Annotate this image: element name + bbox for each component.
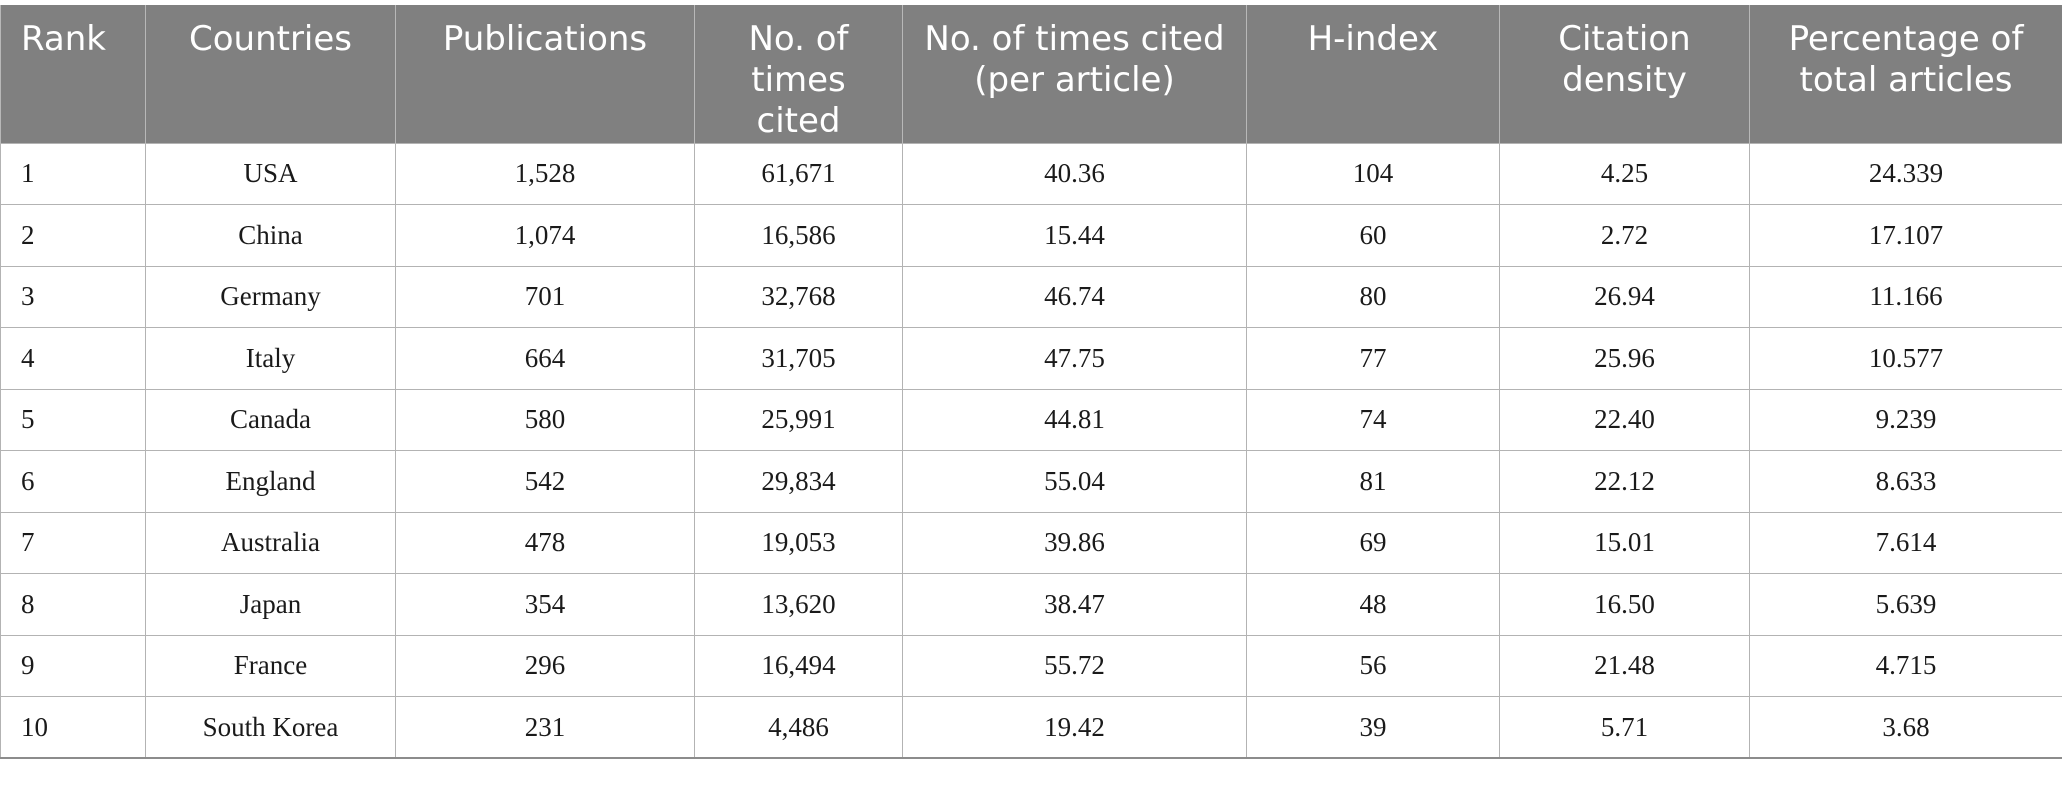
cell-rank: 1: [1, 143, 146, 205]
table-body: [1, 143, 2062, 758]
cell-rank: 10: [1, 697, 146, 759]
cell-country: Canada: [146, 389, 396, 451]
header-h-index: H-index: [1247, 5, 1500, 143]
cell-times-cited: 32,768: [695, 266, 903, 328]
cell-rank: 3: [1, 266, 146, 328]
cell-times-cited: 31,705: [695, 328, 903, 390]
cell-h-index: 80: [1247, 266, 1500, 328]
cell-cited-per-article: 47.75: [903, 328, 1247, 390]
table-row: [1, 389, 2062, 451]
header-countries: Countries: [146, 5, 396, 143]
cell-rank: 8: [1, 574, 146, 636]
cell-cited-per-article: 44.81: [903, 389, 1247, 451]
cell-times-cited: 61,671: [695, 143, 903, 205]
cell-publications: 354: [396, 574, 695, 636]
cell-rank: 4: [1, 328, 146, 390]
header-publications: Publications: [396, 5, 695, 143]
cell-cited-per-article: 40.36: [903, 143, 1247, 205]
cell-citation-density: 16.50: [1500, 574, 1750, 636]
cell-times-cited: 16,586: [695, 205, 903, 267]
cell-percentage-total: 24.339: [1750, 143, 2062, 205]
header-times-cited-per-article: No. of times cited (per article): [903, 5, 1247, 143]
cell-h-index: 39: [1247, 697, 1500, 759]
cell-times-cited: 25,991: [695, 389, 903, 451]
cell-country: Germany: [146, 266, 396, 328]
table-header-row: [1, 5, 2062, 143]
cell-cited-per-article: 38.47: [903, 574, 1247, 636]
cell-publications: 1,528: [396, 143, 695, 205]
header-times-cited: No. of times cited: [695, 5, 903, 143]
cell-citation-density: 21.48: [1500, 635, 1750, 697]
cell-times-cited: 29,834: [695, 451, 903, 513]
cell-citation-density: 25.96: [1500, 328, 1750, 390]
cell-cited-per-article: 19.42: [903, 697, 1247, 759]
header-percentage-total: Percentage of total articles: [1750, 5, 2062, 143]
cell-publications: 542: [396, 451, 695, 513]
cell-h-index: 81: [1247, 451, 1500, 513]
cell-rank: 6: [1, 451, 146, 513]
table-row: [1, 328, 2062, 390]
cell-times-cited: 13,620: [695, 574, 903, 636]
cell-citation-density: 4.25: [1500, 143, 1750, 205]
cell-citation-density: 22.12: [1500, 451, 1750, 513]
cell-times-cited: 4,486: [695, 697, 903, 759]
cell-citation-density: 15.01: [1500, 512, 1750, 574]
cell-percentage-total: 17.107: [1750, 205, 2062, 267]
cell-publications: 478: [396, 512, 695, 574]
cell-percentage-total: 4.715: [1750, 635, 2062, 697]
cell-country: Italy: [146, 328, 396, 390]
cell-percentage-total: 8.633: [1750, 451, 2062, 513]
cell-h-index: 74: [1247, 389, 1500, 451]
cell-percentage-total: 3.68: [1750, 697, 2062, 759]
cell-rank: 9: [1, 635, 146, 697]
cell-cited-per-article: 46.74: [903, 266, 1247, 328]
header-citation-density: Citation density: [1500, 5, 1750, 143]
table-row: [1, 451, 2062, 513]
cell-percentage-total: 10.577: [1750, 328, 2062, 390]
cell-percentage-total: 11.166: [1750, 266, 2062, 328]
country-publications-table: [0, 5, 2062, 759]
cell-publications: 580: [396, 389, 695, 451]
cell-percentage-total: 5.639: [1750, 574, 2062, 636]
cell-h-index: 56: [1247, 635, 1500, 697]
header-rank: Rank: [1, 5, 146, 143]
cell-cited-per-article: 39.86: [903, 512, 1247, 574]
cell-publications: 1,074: [396, 205, 695, 267]
cell-publications: 296: [396, 635, 695, 697]
table-row: [1, 205, 2062, 267]
cell-publications: 664: [396, 328, 695, 390]
cell-country: France: [146, 635, 396, 697]
cell-citation-density: 26.94: [1500, 266, 1750, 328]
cell-cited-per-article: 55.04: [903, 451, 1247, 513]
cell-h-index: 104: [1247, 143, 1500, 205]
table-row: [1, 143, 2062, 205]
cell-country: Japan: [146, 574, 396, 636]
cell-h-index: 48: [1247, 574, 1500, 636]
cell-cited-per-article: 15.44: [903, 205, 1247, 267]
table-row: [1, 266, 2062, 328]
cell-rank: 5: [1, 389, 146, 451]
cell-country: South Korea: [146, 697, 396, 759]
table-row: [1, 574, 2062, 636]
cell-times-cited: 19,053: [695, 512, 903, 574]
cell-publications: 231: [396, 697, 695, 759]
cell-times-cited: 16,494: [695, 635, 903, 697]
cell-citation-density: 22.40: [1500, 389, 1750, 451]
cell-cited-per-article: 55.72: [903, 635, 1247, 697]
cell-h-index: 77: [1247, 328, 1500, 390]
cell-citation-density: 5.71: [1500, 697, 1750, 759]
cell-country: England: [146, 451, 396, 513]
cell-rank: 7: [1, 512, 146, 574]
cell-citation-density: 2.72: [1500, 205, 1750, 267]
cell-h-index: 69: [1247, 512, 1500, 574]
cell-percentage-total: 9.239: [1750, 389, 2062, 451]
cell-country: China: [146, 205, 396, 267]
cell-country: Australia: [146, 512, 396, 574]
table-row: [1, 635, 2062, 697]
cell-h-index: 60: [1247, 205, 1500, 267]
cell-rank: 2: [1, 205, 146, 267]
table-row: [1, 512, 2062, 574]
cell-publications: 701: [396, 266, 695, 328]
table-row: [1, 697, 2062, 759]
cell-country: USA: [146, 143, 396, 205]
cell-percentage-total: 7.614: [1750, 512, 2062, 574]
